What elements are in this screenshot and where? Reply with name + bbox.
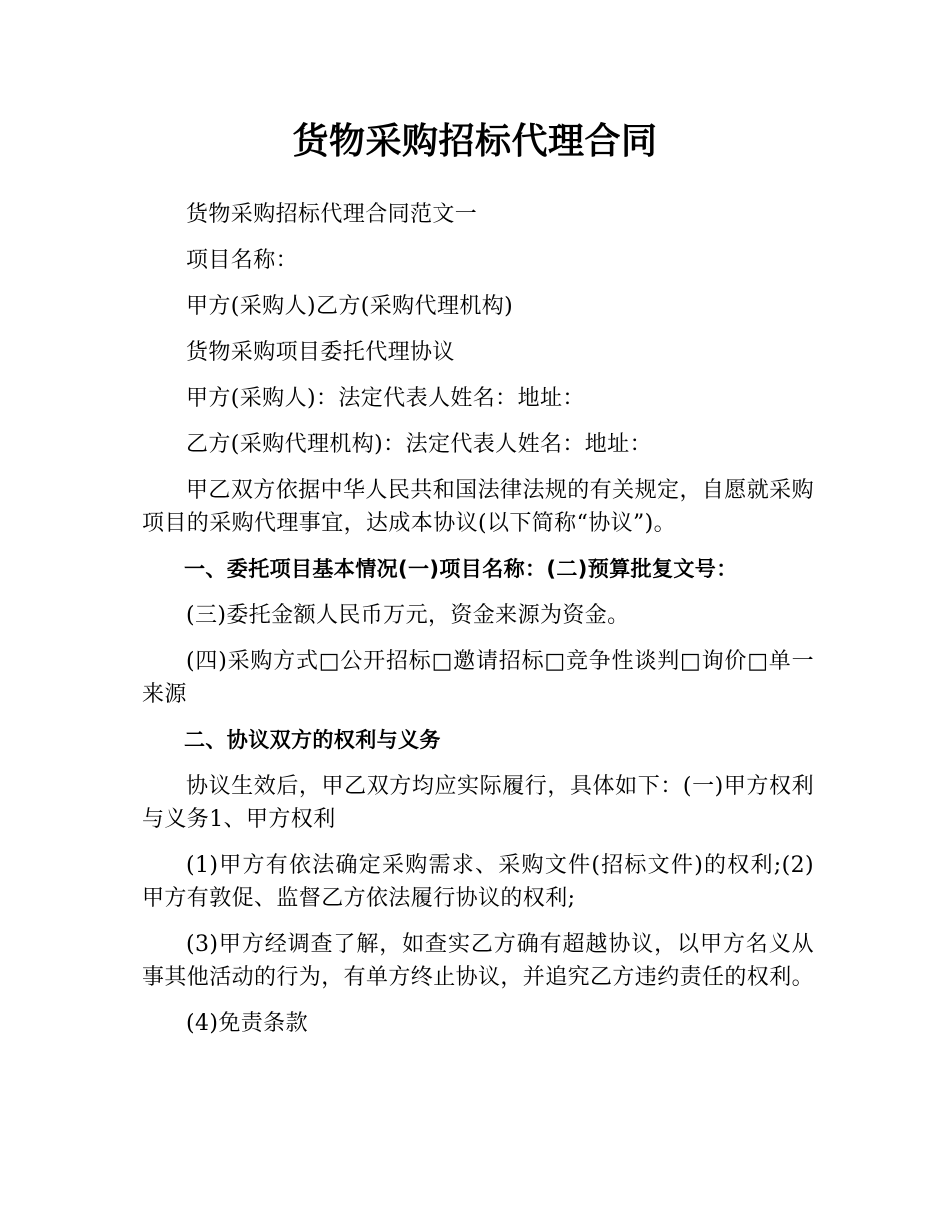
paragraph-party-b: 乙方(采购代理机构)：法定代表人姓名：地址： <box>186 432 652 457</box>
paragraph-procurement-method: (四)采购方式□公开招标□邀请招标□竞争性谈判□询价□单一来源 <box>142 649 814 707</box>
paragraph-amount: (三)委托金额人民币万元，资金来源为资金。 <box>186 603 630 628</box>
paragraph-preamble: 甲乙双方依据中华人民共和国法律法规的有关规定，自愿就采购项目的采购代理事宜，达成本协议(以下简称“协议”)。 <box>142 478 814 536</box>
paragraph-obligations-intro: 协议生效后，甲乙双方均应实际履行，具体如下：(一)甲方权利与义务1、甲方权利 <box>142 774 814 832</box>
paragraph-right-1-2: (1)甲方有依法确定采购需求、采购文件(招标文件)的权利;(2)甲方有敦促、监督乙方依法履行协议的权利; <box>142 853 814 911</box>
paragraph-project-name: 项目名称： <box>186 248 299 273</box>
paragraph-right-3: (3)甲方经调查了解，如查实乙方确有超越协议，以甲方名义从事其他活动的行为，有单方终止协议，并追究乙方违约责任的权利。 <box>142 932 815 990</box>
section-heading-1: 一、委托项目基本情况(一)项目名称：(二)预算批复文号： <box>184 557 738 581</box>
paragraph-right-4: (4)免责条款 <box>186 1011 308 1036</box>
section-heading-2: 二、协议双方的权利与义务 <box>184 728 441 752</box>
document-body <box>142 198 814 1053</box>
paragraph-subtitle: 货物采购招标代理合同范文一 <box>186 202 478 227</box>
paragraph-parties: 甲方(采购人)乙方(采购代理机构) <box>186 294 514 319</box>
paragraph-agreement-heading: 货物采购项目委托代理协议 <box>186 340 455 365</box>
paragraph-party-a: 甲方(采购人)：法定代表人姓名：地址： <box>186 386 585 411</box>
document-title: 货物采购招标代理合同 <box>292 121 658 162</box>
